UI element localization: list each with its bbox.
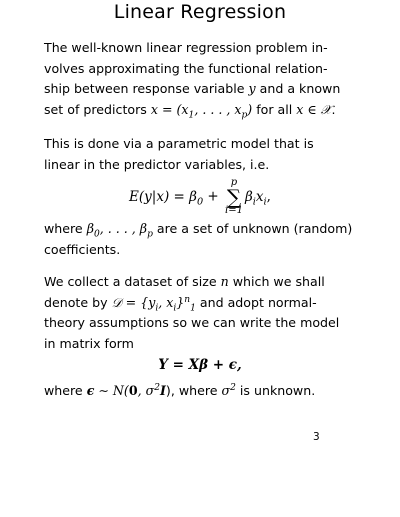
summation: p ∑ i=1: [225, 177, 243, 216]
coefficients-line-2: coefficients.: [44, 241, 121, 257]
dataset-line-1: We collect a dataset of size n which we shall: [44, 274, 325, 289]
model-line-2: linear in the predictor variables, i.e.: [44, 156, 270, 172]
dataset-line-2: denote by 𝒟 = {$y_i$, $x_i\}^n_1$ and adopt normal-: [44, 294, 317, 314]
page-number: 3: [313, 431, 320, 443]
error-paragraph: [44, 381, 358, 402]
dataset-line-3: theory assumptions so we can write the model: [44, 315, 340, 330]
dataset-line-4: in matrix form: [44, 335, 134, 351]
intro-paragraph: [44, 38, 358, 120]
error-line: where ϵ ∼ N(0, $\sigma^2I$), where $\sigma^2$ is unknown.: [44, 382, 316, 398]
page-title: Linear Regression: [113, 1, 287, 23]
intro-line-4: set of predictors $x = (x_1$, . . . , $x_p$) for all x ∈ 𝒳.: [44, 101, 336, 121]
model-line-1: This is done via a parametric model that is: [44, 136, 314, 151]
matrix-model-equation: Y = Xβ + ϵ,: [158, 357, 242, 373]
dataset-paragraph: [44, 272, 358, 354]
coefficients-paragraph: [44, 219, 358, 260]
linear-model-equation: $E(y|x) = \beta_0$ + p ∑ i=1 $\beta_ix_i$,: [129, 177, 271, 216]
intro-line-2: volves approximating the functional relation-: [44, 60, 328, 76]
coefficients-line-1: where $\beta_0$, . . . , $\beta_p$ are a set of unknown (random): [44, 221, 353, 240]
model-paragraph: [44, 134, 358, 175]
intro-line-1: The well-known linear regression problem in-: [44, 40, 328, 55]
intro-line-3: ship between response variable y and a known: [44, 81, 341, 96]
